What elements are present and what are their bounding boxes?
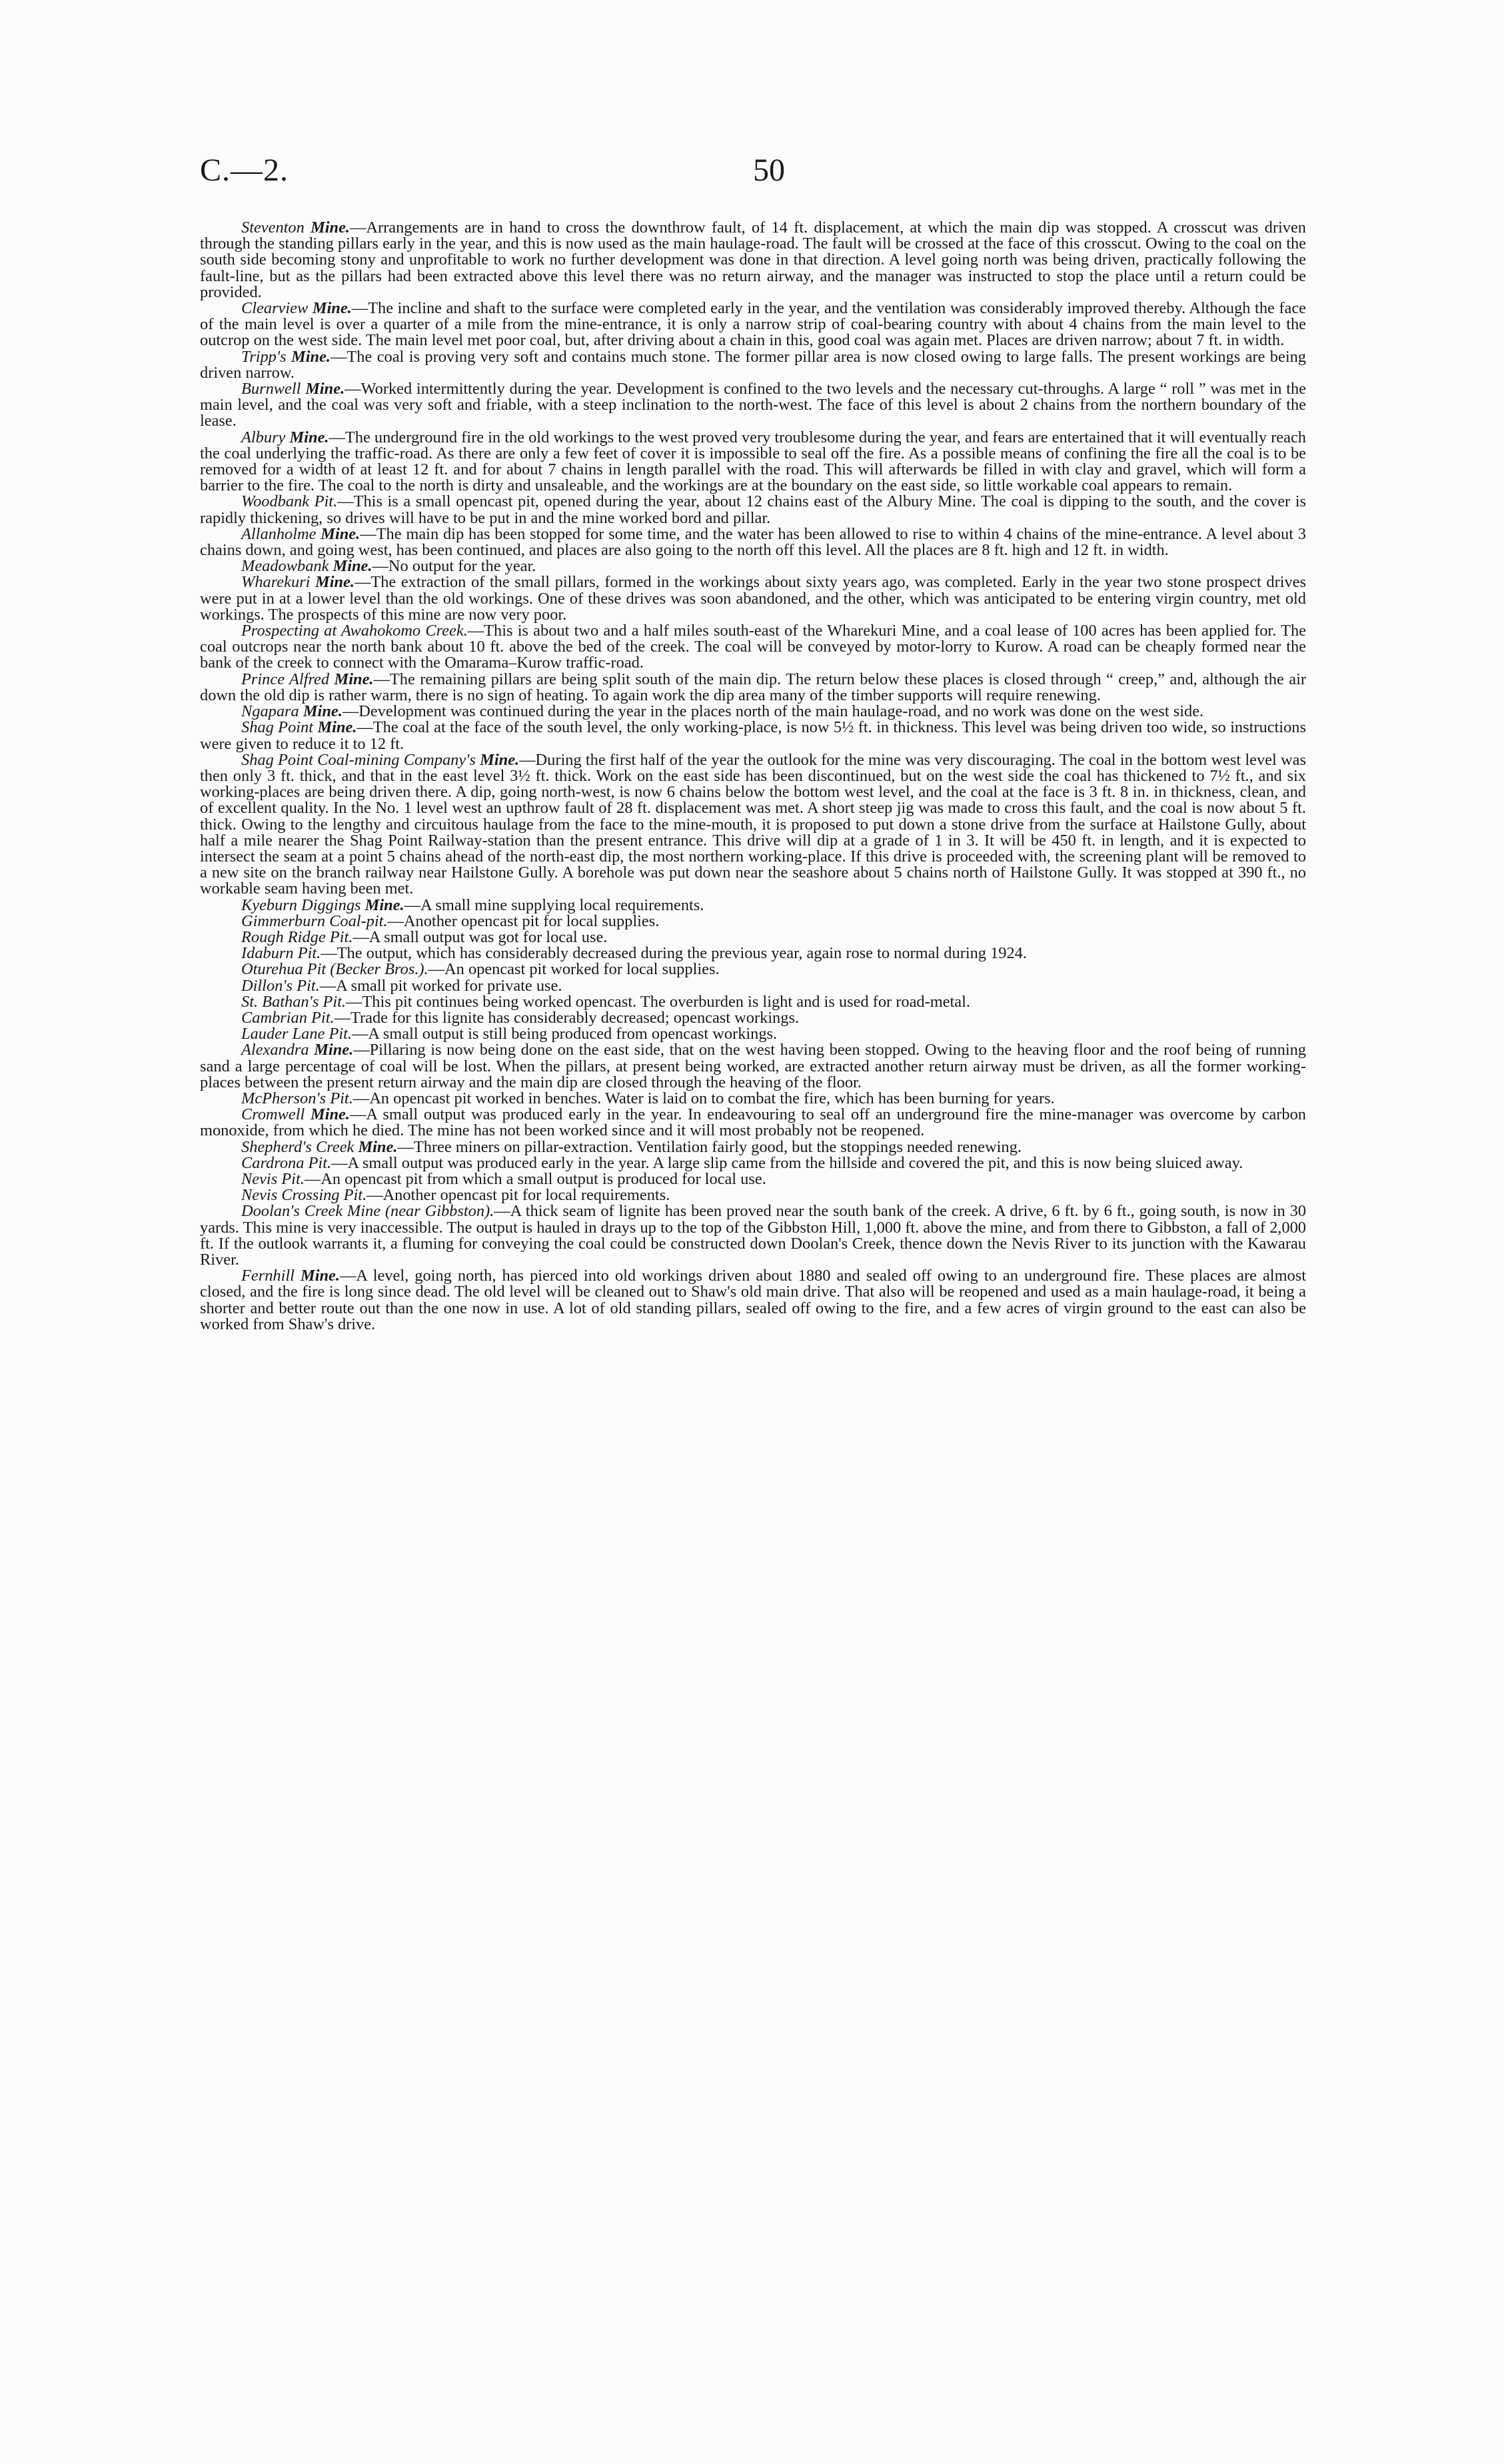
mine-name	[241, 219, 350, 237]
mine-name	[241, 944, 321, 962]
mine-name-text: Cambrian Pit.	[241, 1008, 335, 1027]
mine-name	[241, 702, 343, 720]
mine-name-text: Woodbank Pit.	[241, 492, 338, 511]
mine-name-text: St. Bathan's Pit.	[241, 992, 346, 1011]
report-body	[200, 220, 1306, 1333]
mine-name	[241, 1170, 305, 1188]
mine-name	[241, 896, 404, 914]
mine-report-paragraph	[200, 220, 1306, 301]
mine-name-text: Shag Point Coal-mining Company's	[241, 750, 476, 769]
mine-name	[241, 525, 360, 543]
paragraph-text: —The extraction of the small pillars, formed in the workings about sixty years ago, was completed. Early in the year two stone prospect drives were put in at a lower level than the old workings. One of these drives was soon abandoned, and the other, which was anticipated to be entering virgin country, met old workings. The prospects of this mine are now very poor.	[200, 573, 1306, 624]
mine-name-text: Nevis Crossing Pit.	[241, 1186, 367, 1205]
mine-report-paragraph	[200, 1187, 1306, 1203]
mine-report-paragraph	[200, 914, 1306, 929]
mine-report-paragraph	[200, 1203, 1306, 1268]
mine-name-text: Tripp's	[241, 347, 287, 366]
mine-name	[241, 977, 320, 995]
mine-type-word: Mine.	[321, 524, 361, 543]
mine-name-text: Shag Point	[241, 718, 314, 737]
mine-report-paragraph	[200, 558, 1306, 574]
mine-report-paragraph	[200, 1091, 1306, 1107]
mine-name	[241, 928, 353, 946]
mine-name-text: Clearview	[241, 299, 309, 318]
paragraph-text: —Another opencast pit for local supplies.	[387, 912, 660, 930]
paragraph-text: —A level, going north, has pierced into old workings driven about 1880 and sealed off owing to an underground fire. These places are almost closed, and the fire is long since dead. The old level will be cleaned out to Shaw's old main drive. That also will be reopened and used as a main haulage-road, it being a shorter and better route out than the one now in use. A lot of old standing pillars, sealed off owing to the fire, and a few acres of virgin ground to the east can also be worked from Shaw's drive.	[200, 1267, 1306, 1333]
mine-name	[241, 993, 346, 1011]
mine-name	[241, 670, 374, 688]
mine-name	[241, 960, 428, 978]
paragraph-text: —The coal at the face of the south level, the only working-place, is now 5½ ft. in thickness. This level was being driven too wide, so instructions were given to reduce it to 12 ft.	[200, 718, 1306, 753]
mine-report-paragraph	[200, 720, 1306, 752]
mine-name-text: Dillon's Pit.	[241, 976, 320, 995]
mine-name-text: Lauder Lane Pit.	[241, 1025, 352, 1043]
mine-report-paragraph	[200, 1155, 1306, 1171]
mine-name	[241, 348, 331, 366]
mine-name-text: Kyeburn Diggings	[241, 896, 361, 914]
mine-type-word: Mine.	[311, 1105, 350, 1124]
mine-type-word: Mine.	[314, 1041, 354, 1059]
mine-name-text: Meadowbank	[241, 557, 329, 576]
mine-type-word: Mine.	[301, 1267, 340, 1285]
mine-name-text: Prospecting at Awahokomo Creek.	[241, 622, 468, 640]
mine-name-text: Alexandra	[241, 1041, 309, 1059]
mine-name-text: Gimmerburn Coal-pit.	[241, 912, 388, 930]
paragraph-text: —Arrangements are in hand to cross the downthrow fault, of 14 ft. displacement, at which the main dip was stopped. A crosscut was driven through the standing pillars early in the year, and this is now used as the main haulage-road. The fault will be crossed at the face of this crosscut. Owing to the coal on the south side becoming stony and unprofitable to work no further development was done in that direction. A level going north was being driven, practically following the fault-line, but as the pillars had been extracted above this level there was no return airway, and the manager was instructed to stop the place until a return could be provided.	[200, 219, 1306, 301]
paragraph-text: —The main dip has been stopped for some time, and the water has been allowed to rise to within 4 chains of the mine-entrance. A level about 3 chains down, and going west, has been continued, and places are also going to the north off this level. All the places are 8 ft. high and 12 ft. in width.	[200, 524, 1306, 560]
mine-report-paragraph	[200, 978, 1306, 994]
paragraph-text: —A small output was produced early in the year. A large slip came from the hillside and covered the pit, and this is now being sluiced away.	[331, 1153, 1243, 1172]
mine-report-paragraph	[200, 961, 1306, 977]
mine-type-word: Mine.	[317, 718, 357, 737]
mine-name-text: Steventon	[241, 219, 305, 237]
mine-type-word: Mine.	[303, 702, 343, 721]
mine-name-text: Ngapara	[241, 702, 299, 721]
mine-report-paragraph	[200, 1171, 1306, 1187]
paragraph-text: —An opencast pit from which a small output is produced for local use.	[304, 1169, 766, 1188]
mine-type-word: Mine.	[305, 380, 345, 398]
mine-name	[241, 557, 372, 575]
mine-type-word: Mine.	[358, 1137, 398, 1156]
mine-name-text: Albury	[241, 428, 286, 446]
mine-type-word: Mine.	[334, 670, 374, 688]
mine-name	[241, 428, 329, 446]
mine-report-paragraph	[200, 752, 1306, 898]
mine-report-paragraph	[200, 1010, 1306, 1026]
mine-report-paragraph	[200, 929, 1306, 945]
mine-type-word: Mine.	[333, 557, 373, 576]
mine-name	[241, 751, 519, 769]
mine-name-text: Idaburn Pit.	[241, 944, 321, 963]
mine-report-paragraph	[200, 623, 1306, 672]
page-header	[200, 152, 1304, 192]
paragraph-text: —Pillaring is now being done on the east side, that on the west having been stopped. Owing to the heaving floor and the roof being of running sand a large percentage of coal will be lost. When the pillars, at present being worked, are extracted another return airway must be driven, as all the former working-places between the present return airway and the main dip are closed through the heaving of the floor.	[200, 1041, 1306, 1091]
mine-name	[241, 492, 337, 510]
paragraph-text: —A small output was produced early in the year. In endeavouring to seal off an underground fire the mine-manager was overcome by carbon monoxide, from which he died. The mine has not been worked since and it will most probably not be reopened.	[200, 1105, 1306, 1140]
paragraph-text: —During the first half of the year the outlook for the mine was very discouraging. The coal in the bottom west level was then only 3 ft. thick, and that in the east level 3½ ft. thick. Work on the east side has been discontinued, but on the west side the coal has thickened to 7½ ft., and six working-places are being driven there. A dip, going north-west, is now 6 chains below the bottom west level, and the coal at the face is 3 ft. 8 in. in thickness, clean, and of excellent quality. In the No. 1 level west an upthrow fault of 28 ft. displacement was met. A short steep jig was made to cross this fault, and the coal is now about 5 ft. thick. Owing to the lengthy and circuitous haulage from the face to the mine-mouth, it is proposed to put down a stone drive from the surface at Hailstone Gully, about half a mile nearer the Shag Point Railway-station than the present entrance. This drive will dip at a grade of 1 in 3. It will be 450 ft. in length, and it is expected to intersect the seam at a point 5 chains ahead of the north-east dip, the most northern working-place. If this drive is proceeded with, the screening plant will be removed to a new site on the branch railway near Hailstone Gully. A borehole was put down near the seashore about 5 chains north of Hailstone Gully. It was stopped at 390 ft., no workable seam having been met.	[200, 750, 1306, 898]
mine-name	[241, 1025, 352, 1043]
mine-name	[241, 622, 468, 640]
mine-report-paragraph	[200, 349, 1306, 381]
mine-name	[241, 573, 355, 591]
paragraph-text: —Another opencast pit for local requirements.	[367, 1186, 670, 1205]
paragraph-text: —The coal is proving very soft and contains much stone. The former pillar area is now closed owing to large falls. The present workings are being driven narrow.	[200, 347, 1306, 382]
mine-report-paragraph	[200, 574, 1306, 623]
mine-name-text: McPherson's Pit.	[241, 1089, 353, 1107]
page-number: 50	[753, 153, 785, 188]
paragraph-text: —Three miners on pillar-extraction. Ventilation fairly good, but the stoppings needed renewing.	[397, 1137, 1022, 1156]
mine-name-text: Burnwell	[241, 380, 301, 398]
mine-name	[241, 1138, 397, 1156]
mine-name	[241, 299, 352, 317]
mine-name-text: Nevis Pit.	[241, 1169, 305, 1188]
mine-type-word: Mine.	[289, 428, 329, 446]
mine-report-paragraph	[200, 494, 1306, 526]
mine-report-paragraph	[200, 704, 1306, 720]
paragraph-text: —An opencast pit worked for local supplies.	[428, 960, 720, 979]
mine-report-paragraph	[200, 898, 1306, 914]
mine-name	[241, 380, 345, 398]
paragraph-text: —The output, which has considerably decreased during the previous year, again rose to normal during 1924.	[321, 944, 1027, 963]
mine-name-text: Cromwell	[241, 1105, 305, 1124]
mine-type-word: Mine.	[312, 299, 352, 318]
paragraph-text: —A thick seam of lignite has been proved near the south bank of the creek. A drive, 6 ft. by 6 ft., going south, is now in 30 yards. This mine is very inaccessible. The output is hauled in drays up to the top of the Gibbston Hill, 1,000 ft. above the mine, and from there to Gibbston, a fall of 2,000 ft. If the outlook warrants it, a fluming for conveying the coal could be constructed down Doolan's Creek, thence down the Nevis River to its junction with the Kawarau River.	[200, 1202, 1306, 1269]
mine-name-text: Rough Ridge Pit.	[241, 927, 353, 946]
paragraph-text: —A small mine supplying local requirements.	[404, 896, 704, 914]
mine-name-text: Shepherd's Creek	[241, 1137, 355, 1156]
paragraph-text: —This is a small opencast pit, opened during the year, about 12 chains east of the Albury Mine. The coal is dipping to the south, and the cover is rapidly thickening, so drives will have to be put in and the mine worked bord and pillar.	[200, 492, 1306, 527]
mine-name-text: Fernhill	[241, 1267, 295, 1285]
paragraph-text: —This pit continues being worked opencast. The overburden is light and is used for road-metal.	[345, 992, 970, 1011]
paragraph-text: —The underground fire in the old workings to the west proved very troublesome during the year, and fears are entertained that it will eventually reach the coal underlying the traffic-road. As there are only a few feet of cover it is impossible to seal off the fire. As a possible means of confining the fire all the coal is to be removed for a width of at least 12 ft. and for about 7 chains in length parallel with the road. This will afterwards be filled in with clay and gravel, which will form a barrier to the fire. The coal to the north is dirty and unsaleable, and the workings are at the boundary on the east side, so little workable coal appears to remain.	[200, 428, 1306, 495]
document-code: C.—2.	[200, 153, 289, 188]
mine-report-paragraph	[200, 430, 1306, 494]
mine-report-paragraph	[200, 1139, 1306, 1155]
mine-report-paragraph	[200, 381, 1306, 430]
paragraph-text: —A small pit worked for private use.	[319, 976, 562, 995]
paragraph-text: —No output for the year.	[372, 557, 536, 576]
mine-report-paragraph	[200, 301, 1306, 349]
mine-name	[241, 1089, 353, 1107]
paragraph-text: —A small output was got for local use.	[353, 927, 608, 946]
mine-report-paragraph	[200, 994, 1306, 1010]
mine-report-paragraph	[200, 672, 1306, 704]
mine-name	[241, 1186, 367, 1204]
mine-name	[241, 912, 388, 930]
paragraph-text: —Trade for this lignite has considerably decreased; opencast workings.	[334, 1008, 800, 1027]
mine-report-paragraph	[200, 1026, 1306, 1042]
mine-type-word: Mine.	[315, 573, 355, 592]
mine-name	[241, 1009, 335, 1027]
paragraph-text: —This is about two and a half miles south-east of the Wharekuri Mine, and a coal lease of 100 acres has been applied for. The coal outcrops near the north bank about 10 ft. above the bed of the creek. The coal will be conveyed by motor-lorry to Kurow. A road can be cheaply formed near the bank of the creek to connect with the Omarama–Kurow traffic-road.	[200, 622, 1306, 672]
mine-report-paragraph	[200, 1042, 1306, 1091]
mine-name-text: Wharekuri	[241, 573, 311, 592]
mine-report-paragraph	[200, 526, 1306, 558]
mine-report-paragraph	[200, 1107, 1306, 1139]
mine-name-text: Prince Alfred	[241, 670, 330, 688]
paragraph-text: —The remaining pillars are being split south of the main dip. The return below these places is closed through “ creep,” and, although the air down the old dip is rather warm, there is no sign of heating. To again work the dip area many of the timber supports will require renewing.	[200, 670, 1306, 704]
mine-type-word: Mine.	[291, 347, 331, 366]
mine-name	[241, 1202, 494, 1220]
mine-name-text: Cardrona Pit.	[241, 1153, 332, 1172]
paragraph-text: —Worked intermittently during the year. Development is confined to the two levels and the necessary cut-throughs. A large “ roll ” was met in the main level, and the coal was very soft and friable, with a steep inclination to the north-west. The face of this level is about 2 chains from the northern boundary of the lease.	[200, 380, 1306, 430]
mine-report-paragraph	[200, 1268, 1306, 1333]
mine-type-word: Mine.	[365, 896, 404, 914]
mine-name	[241, 1041, 353, 1059]
mine-report-paragraph	[200, 945, 1306, 961]
mine-name	[241, 718, 357, 736]
mine-name	[241, 1105, 350, 1123]
mine-name-text: Allanholme	[241, 524, 317, 543]
mine-name-text: Doolan's Creek Mine (near Gibbston).	[241, 1202, 494, 1221]
mine-type-word: Mine.	[480, 750, 520, 769]
paragraph-text: —An opencast pit worked in benches. Water is laid on to combat the fire, which has been burning for years.	[353, 1089, 1055, 1107]
mine-name-text: Oturehua Pit (Becker Bros.).	[241, 960, 428, 979]
mine-name	[241, 1267, 340, 1285]
paragraph-text: —The incline and shaft to the surface were completed early in the year, and the ventilation was considerably improved thereby. Although the face of the main level is over a quarter of a mile from the mine-entrance, it is only a narrow strip of coal-bearing country with about 4 chains from the main level to the outcrop on the west side. The main level met poor coal, but, after driving about a chain in this, good coal was again met. Places are driven narrow; about 7 ft. in width.	[200, 299, 1306, 350]
mine-type-word: Mine.	[311, 219, 351, 237]
mine-name	[241, 1154, 331, 1172]
paragraph-text: —Development was continued during the year in the places north of the main haulage-road, and no work was done on the west side.	[342, 702, 1204, 721]
paragraph-text: —A small output is still being produced from opencast workings.	[352, 1025, 778, 1043]
